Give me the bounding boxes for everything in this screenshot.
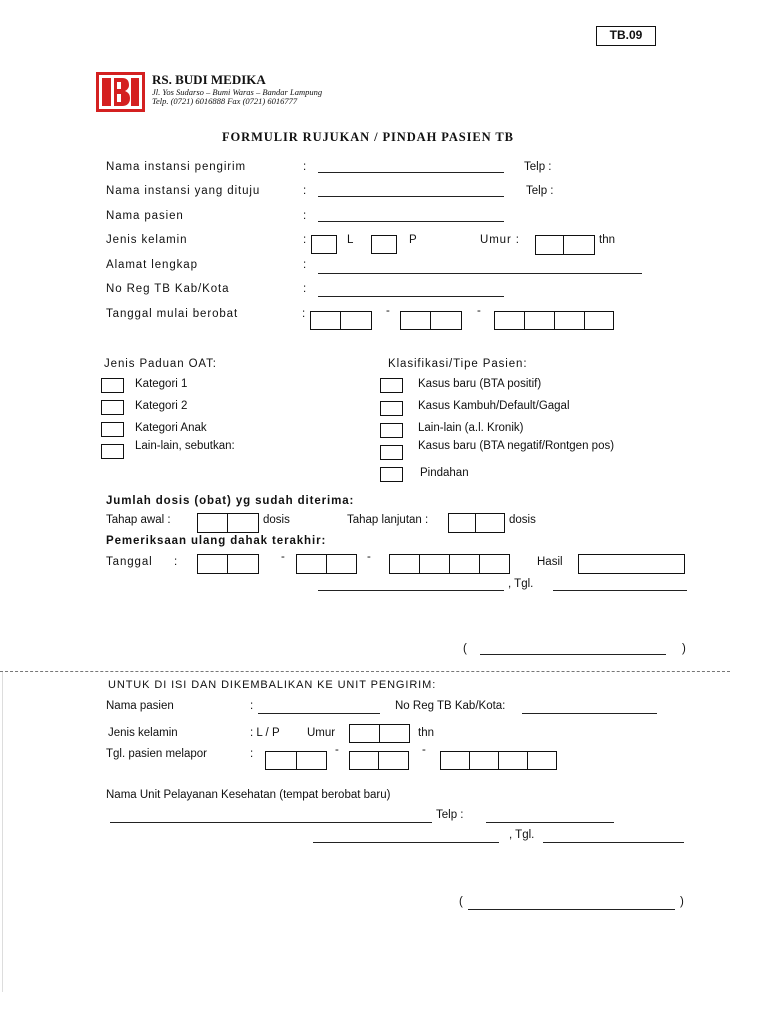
tgl-return-line[interactable] (543, 842, 684, 843)
label-alamat: Alamat lengkap (106, 259, 198, 271)
signature-line[interactable] (480, 654, 666, 655)
oat-item: Kategori 1 (135, 378, 188, 390)
tgl-mulai-day-2[interactable] (340, 311, 372, 330)
melapor-year-3[interactable] (498, 751, 529, 770)
oat-item: Kategori 2 (135, 400, 188, 412)
klasifikasi-item: Pindahan (420, 467, 469, 479)
periksa-year-3[interactable] (449, 554, 481, 574)
umur-digit-2[interactable] (563, 235, 595, 255)
checkbox-kasus-kambuh[interactable] (380, 401, 403, 416)
label-umur-return: Umur (307, 727, 336, 739)
checkbox-lain-lain-kronik[interactable] (380, 423, 403, 438)
label-tanggal-mulai: Tanggal mulai berobat (106, 308, 239, 320)
periksa-day-1[interactable] (197, 554, 229, 574)
label-telp: Telp : (526, 185, 554, 197)
alamat-line[interactable] (318, 273, 642, 274)
dash: - (477, 305, 481, 317)
colon: : (250, 700, 254, 712)
paren-close: ) (680, 896, 684, 908)
label-P: P (409, 234, 417, 246)
label-nama-pasien: Nama pasien (106, 210, 184, 222)
tahap-awal-digit-1[interactable] (197, 513, 229, 533)
colon: : (303, 283, 307, 295)
label-instansi-dituju: Nama instansi yang dituju (106, 185, 261, 197)
label-telp-return: Telp : (436, 809, 464, 821)
tgl-mulai-year-2[interactable] (524, 311, 556, 330)
melapor-month-2[interactable] (378, 751, 409, 770)
checkbox-lain-lain[interactable] (101, 444, 124, 459)
label-thn: thn (599, 234, 615, 246)
klasifikasi-heading: Klasifikasi/Tipe Pasien: (388, 358, 528, 370)
checkbox-pindahan[interactable] (380, 467, 403, 482)
colon: : (303, 210, 307, 222)
label-tgl: , Tgl. (508, 578, 534, 590)
paren-close: ) (682, 643, 686, 655)
periksa-day-2[interactable] (227, 554, 259, 574)
hospital-logo (96, 72, 145, 117)
tahap-awal-digit-2[interactable] (227, 513, 259, 533)
label-hasil: Hasil (537, 556, 563, 568)
checkbox-L[interactable] (311, 235, 337, 254)
dash: - (422, 744, 426, 756)
hospital-phone: Telp. (0721) 6016888 Fax (0721) 6016777 (152, 96, 298, 106)
checkbox-P[interactable] (371, 235, 397, 254)
tgl-mulai-year-3[interactable] (554, 311, 586, 330)
dash: - (281, 551, 285, 563)
dosis-heading: Jumlah dosis (obat) yg sudah diterima: (106, 495, 355, 507)
label-umur: Umur : (480, 234, 520, 246)
checkbox-kasus-baru-bta-negatif[interactable] (380, 445, 403, 460)
dash: - (386, 305, 390, 317)
klasifikasi-item: Lain-lain (a.l. Kronik) (418, 422, 524, 434)
label-dosis: dosis (509, 514, 536, 526)
periksa-year-4[interactable] (479, 554, 510, 574)
melapor-year-4[interactable] (527, 751, 557, 770)
checkbox-kasus-baru-bta-positif[interactable] (380, 378, 403, 393)
hasil-box[interactable] (578, 554, 685, 574)
umur-return-digit-2[interactable] (379, 724, 410, 743)
melapor-day-2[interactable] (296, 751, 327, 770)
label-tahap-lanjutan: Tahap lanjutan : (347, 514, 429, 526)
checkbox-kategori-anak[interactable] (101, 422, 124, 437)
margin-line (2, 672, 3, 992)
label-L: L (347, 234, 354, 246)
pemeriksaan-heading: Pemeriksaan ulang dahak terakhir: (106, 535, 327, 547)
colon: : (174, 556, 178, 568)
colon: : (303, 234, 307, 246)
unit-pelayanan-line[interactable] (110, 822, 432, 823)
colon: : (302, 308, 306, 320)
label-telp: Telp : (524, 161, 552, 173)
tahap-lanjutan-digit-2[interactable] (475, 513, 505, 533)
no-reg-return-line[interactable] (522, 713, 657, 714)
form-code-box: TB.09 (596, 26, 656, 46)
hospital-address: Jl. Yos Sudarso – Bumi Waras – Bandar Lampung (152, 87, 323, 97)
label-nama-pasien-return: Nama pasien (106, 700, 174, 712)
klasifikasi-item: Kasus baru (BTA positif) (418, 378, 542, 390)
label-tgl-melapor: Tgl. pasien melapor (106, 748, 207, 760)
tahap-lanjutan-digit-1[interactable] (448, 513, 477, 533)
signature-return-line[interactable] (468, 909, 675, 910)
label-thn-return: thn (418, 727, 434, 739)
paren-open: ( (459, 896, 463, 908)
klasifikasi-item: Kasus baru (BTA negatif/Rontgen pos) (418, 440, 615, 452)
telp-return-line[interactable] (486, 822, 614, 823)
label-unit-pelayanan: Nama Unit Pelayanan Kesehatan (tempat berobat baru) (106, 789, 391, 801)
periksa-year-2[interactable] (419, 554, 451, 574)
periksa-month-1[interactable] (296, 554, 328, 574)
instansi-dituju-line[interactable] (318, 196, 504, 197)
label-tanggal: Tanggal (106, 556, 153, 568)
colon: : (303, 161, 307, 173)
form-title: FORMULIR RUJUKAN / PINDAH PASIEN TB (222, 130, 514, 144)
label-tahap-awal: Tahap awal : (106, 514, 171, 526)
melapor-year-1[interactable] (440, 751, 471, 770)
melapor-month-1[interactable] (349, 751, 380, 770)
periksa-month-2[interactable] (326, 554, 357, 574)
tgl-mulai-day-1[interactable] (310, 311, 342, 330)
label-jenis-kelamin: Jenis kelamin (106, 234, 188, 246)
periksa-year-1[interactable] (389, 554, 421, 574)
tgl-mulai-year-4[interactable] (584, 311, 614, 330)
oat-item: Kategori Anak (135, 422, 207, 434)
label-dosis: dosis (263, 514, 290, 526)
colon: : (303, 185, 307, 197)
colon: : (303, 259, 307, 271)
place-return-line[interactable] (313, 842, 499, 843)
instansi-pengirim-line[interactable] (318, 172, 504, 173)
label-no-reg: No Reg TB Kab/Kota (106, 283, 230, 295)
nama-pasien-return-line[interactable] (258, 713, 380, 714)
colon: : (250, 748, 254, 760)
checkbox-kategori-1[interactable] (101, 378, 124, 393)
nama-pasien-line[interactable] (318, 221, 504, 222)
cut-line (0, 671, 730, 672)
checkbox-kategori-2[interactable] (101, 400, 124, 415)
no-reg-line[interactable] (318, 296, 504, 297)
hospital-name: RS. BUDI MEDIKA (152, 72, 266, 87)
tgl-mulai-month-2[interactable] (430, 311, 462, 330)
tgl-mulai-year-1[interactable] (494, 311, 526, 330)
tgl-mulai-month-1[interactable] (400, 311, 432, 330)
umur-return-digit-1[interactable] (349, 724, 381, 743)
melapor-year-2[interactable] (469, 751, 500, 770)
klasifikasi-item: Kasus Kambuh/Default/Gagal (418, 400, 570, 412)
oat-heading: Jenis Paduan OAT: (104, 358, 217, 370)
melapor-day-1[interactable] (265, 751, 298, 770)
label-jenis-kelamin-return: Jenis kelamin (108, 727, 178, 739)
dash: - (367, 551, 371, 563)
place-line[interactable] (318, 590, 504, 591)
return-heading: UNTUK DI ISI DAN DIKEMBALIKAN KE UNIT PENGIRIM: (108, 679, 437, 691)
umur-digit-1[interactable] (535, 235, 565, 255)
label-instansi-pengirim: Nama instansi pengirim (106, 161, 246, 173)
label-lp: : L / P (250, 727, 280, 739)
oat-item: Lain-lain, sebutkan: (135, 440, 235, 452)
paren-open: ( (463, 643, 467, 655)
dash: - (335, 744, 339, 756)
label-no-reg-return: No Reg TB Kab/Kota: (395, 700, 506, 712)
tgl-line[interactable] (553, 590, 687, 591)
label-tgl-return: , Tgl. (509, 829, 535, 841)
